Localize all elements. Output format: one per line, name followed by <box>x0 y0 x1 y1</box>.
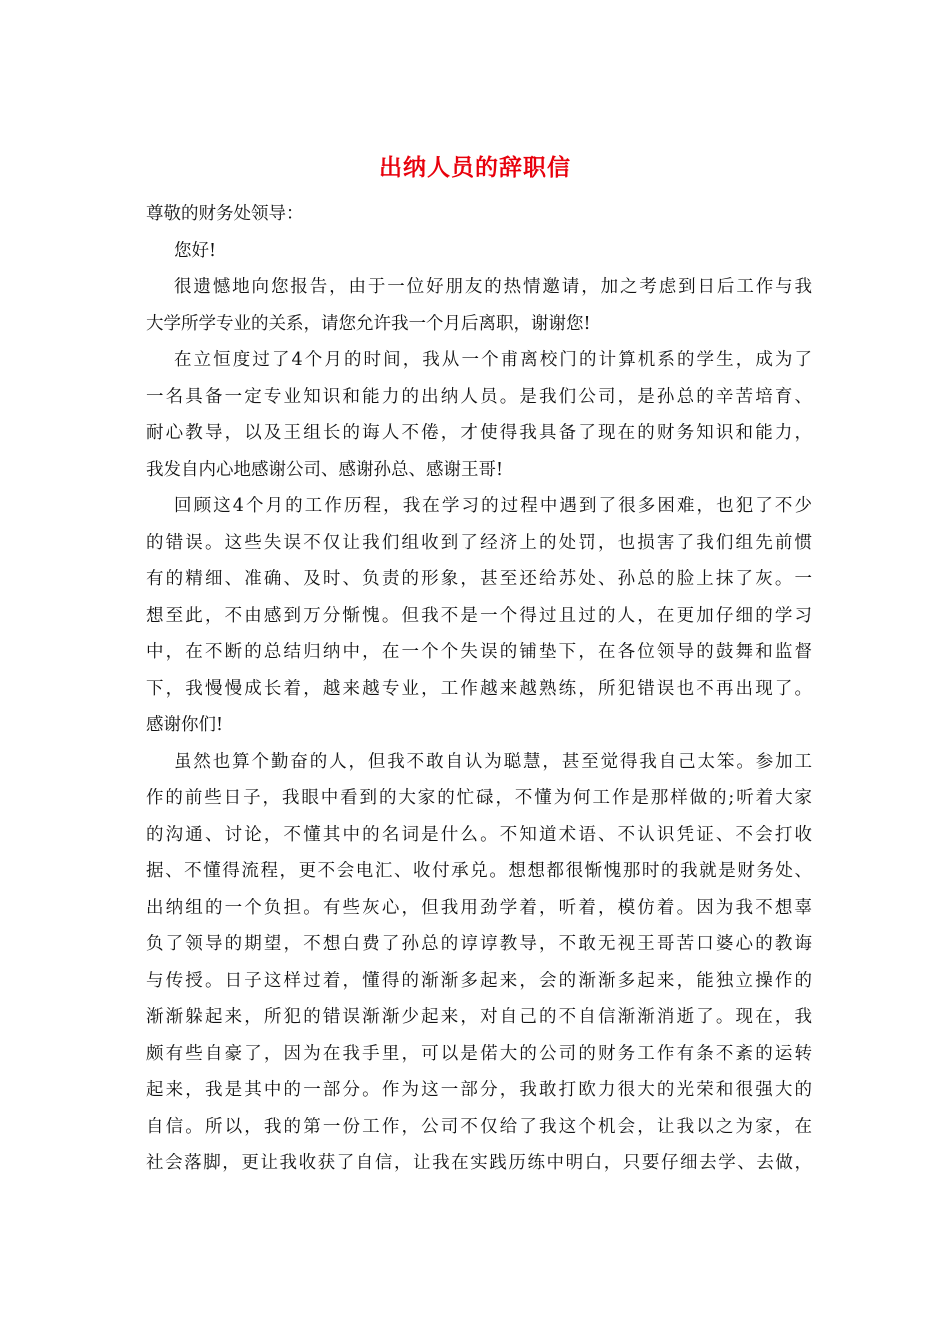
paragraph-line: 下，我慢慢成长着，越来越专业，工作越来越熟练，所犯错误也不再出现了。 <box>146 678 812 699</box>
paragraph-line: 颇有些自豪了，因为在我手里，可以是偌大的公司的财务工作有条不紊的运转 <box>146 1043 812 1064</box>
paragraph-line: 很遗憾地向您报告，由于一位好朋友的热情邀请，加之考虑到日后工作与我 <box>174 277 812 297</box>
greeting: 您好! <box>174 240 217 261</box>
paragraph-line: 起来，我是其中的一部分。作为这一部分，我敢打欧力很大的光荣和很强大的 <box>146 1080 812 1100</box>
paragraph-line: 与传授。日子这样过着，懂得的渐渐多起来，会的渐渐多起来，能独立操作的 <box>146 970 812 991</box>
paragraph-line: 作的前些日子，我眼中看到的大家的忙碌，不懂为何工作是那样做的;听着大家 <box>146 788 812 808</box>
paragraph-line: 据、不懂得流程，更不会电汇、收付承兑。想想都很惭愧那时的我就是财务处、 <box>146 861 812 881</box>
paragraph-line: 想至此，不由感到万分惭愧。但我不是一个得过且过的人，在更加仔细的学习 <box>146 605 812 626</box>
paragraph-line: 我发自内心地感谢公司、感谢孙总、感谢王哥! <box>146 459 504 480</box>
paragraph-line: 社会落脚，更让我收获了自信，让我在实践历练中明白，只要仔细去学、去做， <box>146 1153 812 1173</box>
paragraph-line: 一名具备一定专业知识和能力的出纳人员。是我们公司，是孙总的辛苦培育、 <box>146 386 812 407</box>
paragraph-line: 大学所学专业的关系，请您允许我一个月后离职，谢谢您! <box>146 313 591 334</box>
paragraph-line: 负了领导的期望，不想白费了孙总的谆谆教导，不敢无视王哥苦口婆心的教诲 <box>146 934 812 954</box>
paragraph-line: 自信。所以，我的第一份工作，公司不仅给了我这个机会，让我以之为家，在 <box>146 1116 812 1137</box>
paragraph-line: 有的精细、准确、及时、负责的形象，甚至还给苏处、孙总的脸上抹了灰。一 <box>146 569 812 589</box>
paragraph-line: 的沟通、讨论，不懂其中的名词是什么。不知道术语、不认识凭证、不会打收 <box>146 824 812 845</box>
paragraph-line: 的错误。这些失误不仅让我们组收到了经济上的处罚，也损害了我们组先前惯 <box>146 532 812 553</box>
paragraph-line: 在立恒度过了4个月的时间，我从一个甫离校门的计算机系的学生，成为了 <box>174 350 812 370</box>
paragraph-line: 虽然也算个勤奋的人，但我不敢自认为聪慧，甚至觉得我自己太笨。参加工 <box>174 751 812 772</box>
paragraph-line: 耐心教导，以及王组长的诲人不倦，才使得我具备了现在的财务知识和能力， <box>146 423 812 443</box>
paragraph-line: 回顾这4个月的工作历程，我在学习的过程中遇到了很多困难，也犯了不少 <box>174 496 812 516</box>
paragraph-line: 出纳组的一个负担。有些灰心，但我用劲学着，听着，模仿着。因为我不想辜 <box>146 897 812 918</box>
document-body <box>146 196 812 1182</box>
document-title: 出纳人员的辞职信 <box>379 154 571 181</box>
paragraph-line: 感谢你们! <box>146 715 224 735</box>
paragraph-line: 渐渐躲起来，所犯的错误渐渐少起来，对自己的不自信渐渐消逝了。现在，我 <box>146 1007 812 1027</box>
salutation: 尊敬的财务处领导： <box>146 204 304 224</box>
paragraph-line: 中，在不断的总结归纳中，在一个个失误的铺垫下，在各位领导的鼓舞和监督 <box>146 642 812 662</box>
